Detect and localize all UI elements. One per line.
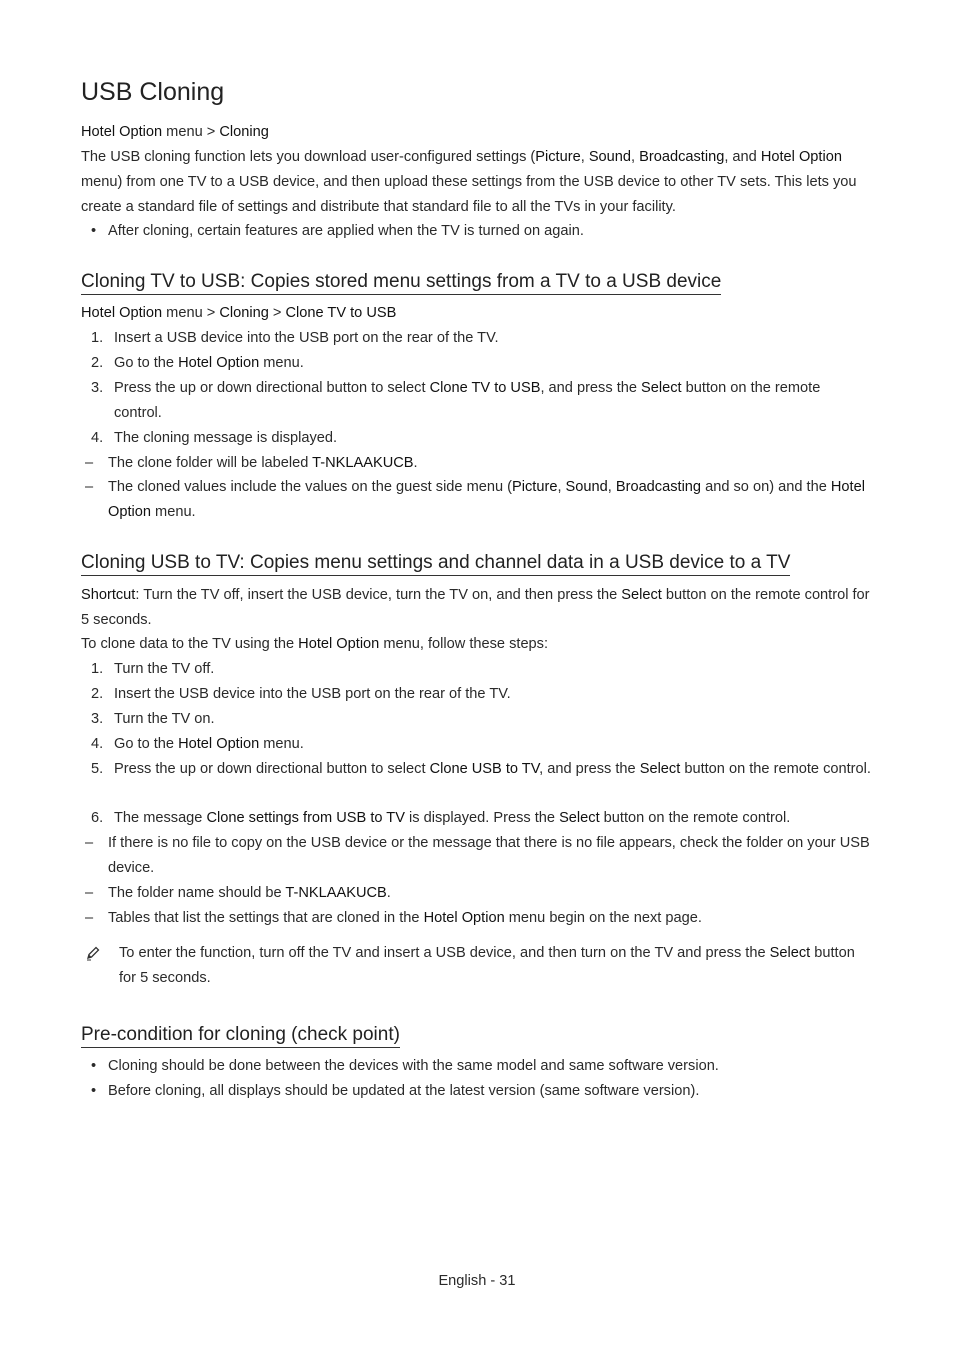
- list-item: 4. Go to the Hotel Option menu.: [91, 736, 304, 752]
- list-item: 2. Insert the USB device into the USB port on the rear of the TV.: [91, 686, 511, 702]
- list-item: • After cloning, certain features are applied when the TV is turned on again.: [91, 223, 584, 239]
- menu-path: Hotel Option menu > Cloning: [81, 124, 269, 140]
- note: To enter the function, turn off the TV and insert a USB device, and then turn on the TV and press the Select button for 5 seconds.: [81, 941, 871, 991]
- list-item: 6. The message Clone settings from USB to TV is displayed. Press the Select button on the remote control.: [91, 810, 791, 826]
- list-item: – The cloned values include the values on the guest side menu (Picture, Sound, Broadcasting and so on) and the Hotel Option menu.: [85, 479, 865, 520]
- list-item: 3. Press the up or down directional button to select Clone TV to USB, and press the Select button on the remote control.: [91, 380, 821, 421]
- list-item: – If there is no file to copy on the USB device or the message that there is no file appears, check the folder on your USB device.: [85, 835, 870, 876]
- list-item: – Tables that list the settings that are cloned in the Hotel Option menu begin on the next page.: [85, 910, 702, 926]
- list-item: • Cloning should be done between the devices with the same model and same software version.: [91, 1058, 719, 1074]
- section-heading: Cloning TV to USB: Copies stored menu settings from a TV to a USB device: [81, 271, 721, 295]
- section-heading: Cloning USB to TV: Copies menu settings and channel data in a USB device to a TV: [81, 552, 790, 576]
- page-footer: English - 31: [438, 1273, 516, 1289]
- list-item: 1. Turn the TV off.: [91, 661, 215, 677]
- list-item: 3. Turn the TV on.: [91, 711, 215, 727]
- pencil-icon: [85, 945, 101, 961]
- intro-paragraph: The USB cloning function lets you download user-configured settings (Picture, Sound, Broadcasting, and Hotel Option menu) from one TV to a USB device, and then upload these settings from the USB device to other TV sets. This lets you create a standard file of settings and distribute that standard file to all the TVs in your facility.: [81, 149, 857, 215]
- menu-path: Hotel Option menu > Cloning > Clone TV to USB: [81, 305, 397, 321]
- list-item: – The folder name should be T-NKLAAKUCB.: [85, 885, 391, 901]
- list-item: 5. Press the up or down directional button to select Clone USB to TV, and press the Select button on the remote control.: [91, 761, 871, 777]
- shortcut-paragraph: Shortcut: Turn the TV off, insert the USB device, turn the TV on, and then press the Select button on the remote control for 5 seconds.: [81, 587, 870, 628]
- list-item: – The clone folder will be labeled T-NKLAAKUCB.: [85, 455, 418, 471]
- section-heading: Pre-condition for cloning (check point): [81, 1024, 400, 1048]
- list-item: • Before cloning, all displays should be updated at the latest version (same software version).: [91, 1083, 700, 1099]
- page-title: USB Cloning: [81, 78, 225, 106]
- list-item: 4. The cloning message is displayed.: [91, 430, 338, 446]
- list-item: 1. Insert a USB device into the USB port on the rear of the TV.: [91, 330, 499, 346]
- list-item: 2. Go to the Hotel Option menu.: [91, 355, 304, 371]
- lead-paragraph: To clone data to the TV using the Hotel Option menu, follow these steps:: [81, 636, 549, 652]
